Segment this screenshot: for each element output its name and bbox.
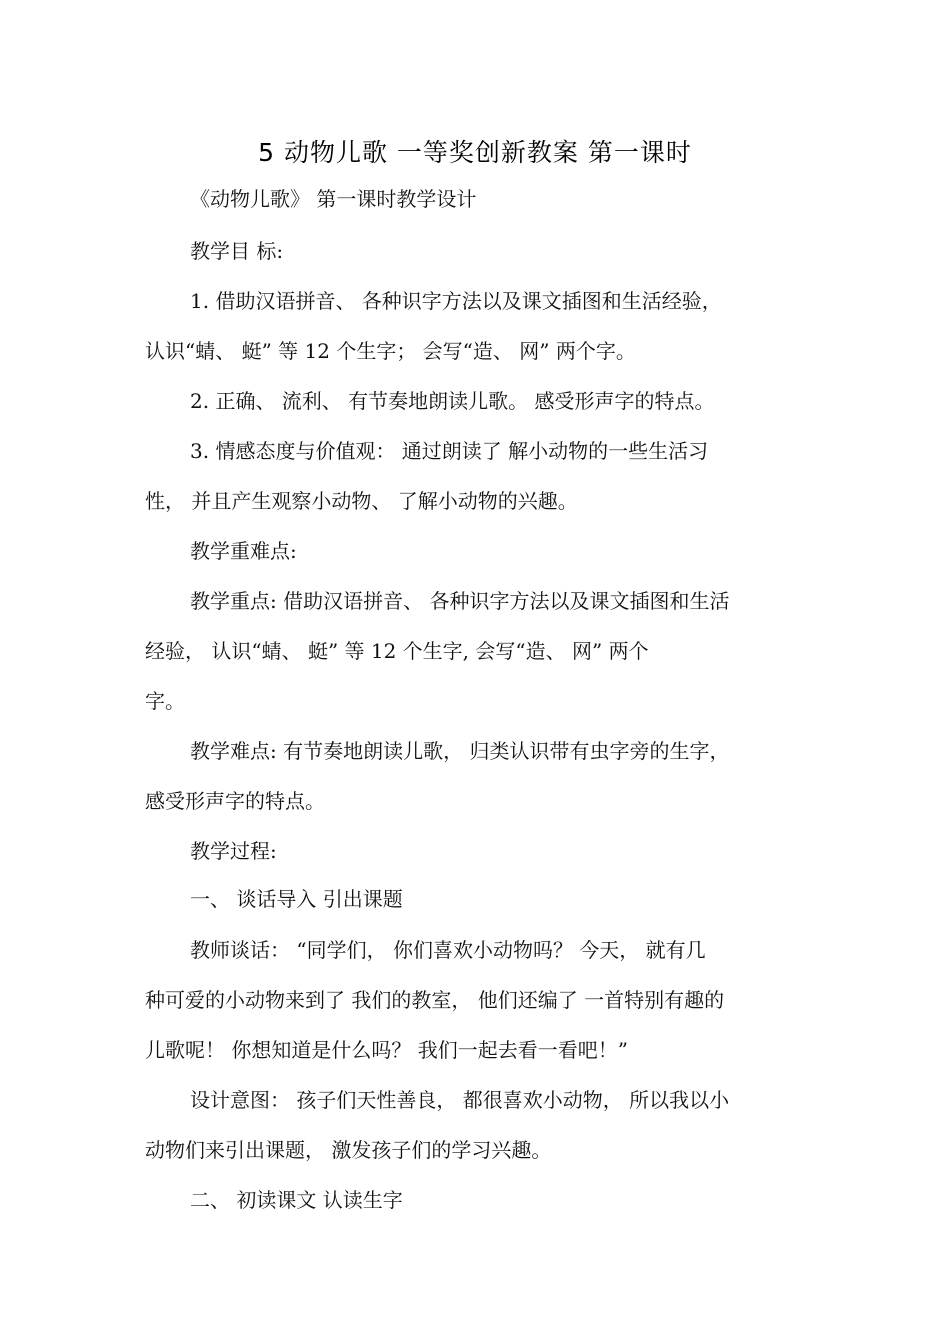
paragraph-line: 动物们来引出课题， 激发孩子们的学习兴趣。 <box>145 1138 552 1162</box>
paragraph-line: 感受形声字的特点。 <box>145 789 325 813</box>
subtitle-line: 《动物儿歌》 第一课时教学设计 <box>190 187 477 211</box>
section-heading: 二、 初读课文 认读生字 <box>190 1188 403 1212</box>
paragraph-line: 儿歌呢！ 你想知道是什么吗？ 我们一起去看一看吧！” <box>145 1038 628 1062</box>
paragraph-line: 教学难点: 有节奏地朗读儿歌， 归类认识带有虫字旁的生字， <box>190 739 730 763</box>
key-points-heading: 教学重难点: <box>190 539 297 563</box>
section-heading: 一、 谈话导入 引出课题 <box>190 887 403 911</box>
process-heading: 教学过程: <box>190 839 277 863</box>
paragraph-line: 3. 情感态度与价值观： 通过朗读了 解小动物的一些生活习 <box>190 439 709 463</box>
paragraph-line: 经验， 认识“蜻、 蜓” 等 12 个生字, 会写“造、 网” 两个 <box>145 639 649 663</box>
objectives-heading: 教学目 标: <box>190 239 284 263</box>
paragraph-line: 认识“蜻、 蜓” 等 12 个生字； 会写“造、 网” 两个字。 <box>145 339 636 363</box>
document-title: 5 动物儿歌 一等奖创新教案 第一课时 <box>258 138 692 167</box>
paragraph-line: 性， 并且产生观察小动物、 了解小动物的兴趣。 <box>145 489 578 513</box>
paragraph-line: 1. 借助汉语拼音、 各种识字方法以及课文插图和生活经验， <box>190 289 722 313</box>
paragraph-line: 种可爱的小动物来到了 我们的教室， 他们还编了 一首特别有趣的 <box>145 988 725 1012</box>
paragraph-line: 教学重点: 借助汉语拼音、 各种识字方法以及课文插图和生活 <box>190 589 730 613</box>
paragraph-line: 教师谈话： “同学们， 你们喜欢小动物吗？ 今天， 就有几 <box>190 938 706 962</box>
paragraph-line: 设计意图： 孩子们天性善良， 都很喜欢小动物， 所以我以小 <box>190 1088 730 1112</box>
paragraph-line: 2. 正确、 流利、 有节奏地朗读儿歌。 感受形声字的特点。 <box>190 389 715 413</box>
paragraph-line: 字。 <box>145 689 185 713</box>
